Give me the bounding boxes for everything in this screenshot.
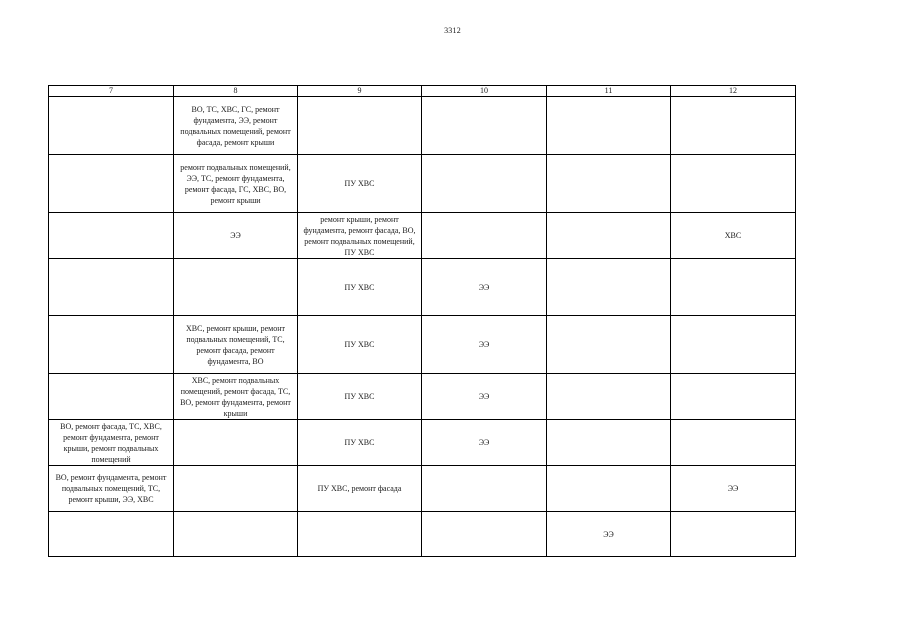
- table-cell: [49, 213, 174, 259]
- table-cell: [422, 97, 547, 155]
- table-cell: [49, 316, 174, 374]
- column-header: 10: [422, 86, 547, 97]
- table-cell: [671, 97, 796, 155]
- table-cell: [547, 316, 671, 374]
- table-cell: [298, 97, 422, 155]
- column-header: 9: [298, 86, 422, 97]
- repair-schedule-table: [48, 85, 796, 557]
- table-cell: ЭЭ: [547, 512, 671, 557]
- table-row: [49, 97, 796, 155]
- table-cell: ПУ ХВС: [298, 316, 422, 374]
- table-cell: [422, 466, 547, 512]
- table-row: [49, 466, 796, 512]
- table-cell: [547, 213, 671, 259]
- table-cell: [422, 512, 547, 557]
- table-cell: [671, 374, 796, 420]
- table-row: [49, 259, 796, 316]
- table-cell: [174, 466, 298, 512]
- table-cell: ремонт подвальных помещений, ЭЭ, ТС, ремонт фундамента, ремонт фасада, ГС, ХВС, ВО, ремонт крыши: [174, 155, 298, 213]
- table-cell: ЭЭ: [174, 213, 298, 259]
- table-cell: [547, 420, 671, 466]
- table-cell: ХВС, ремонт крыши, ремонт подвальных помещений, ТС, ремонт фасада, ремонт фундамента, ВО: [174, 316, 298, 374]
- table-cell: [49, 155, 174, 213]
- table-cell: [671, 512, 796, 557]
- table-cell: [174, 512, 298, 557]
- table-cell: [49, 97, 174, 155]
- table-cell: ЭЭ: [671, 466, 796, 512]
- column-header: 12: [671, 86, 796, 97]
- table-cell: [547, 466, 671, 512]
- table-cell: [174, 420, 298, 466]
- table-cell: ВО, ТС, ХВС, ГС, ремонт фундамента, ЭЭ, ремонт подвальных помещений, ремонт фасада, ремонт крыши: [174, 97, 298, 155]
- table-cell: [547, 374, 671, 420]
- table-cell: ХВС: [671, 213, 796, 259]
- table-cell: [671, 259, 796, 316]
- page-number: 3312: [444, 26, 461, 35]
- table-cell: [174, 259, 298, 316]
- table-cell: [671, 155, 796, 213]
- column-header: 11: [547, 86, 671, 97]
- table-cell: [49, 374, 174, 420]
- table-cell: ЭЭ: [422, 374, 547, 420]
- table-cell: [422, 155, 547, 213]
- table-cell: [49, 259, 174, 316]
- table-cell: ремонт крыши, ремонт фундамента, ремонт фасада, ВО, ремонт подвальных помещений, ПУ ХВС: [298, 213, 422, 259]
- table-cell: ВО, ремонт фасада, ТС, ХВС, ремонт фундамента, ремонт крыши, ремонт подвальных помещений: [49, 420, 174, 466]
- table-cell: [671, 316, 796, 374]
- table-cell: [547, 259, 671, 316]
- table-cell: [49, 512, 174, 557]
- header-row: [49, 86, 796, 97]
- table-cell: ПУ ХВС: [298, 259, 422, 316]
- table-cell: ПУ ХВС: [298, 155, 422, 213]
- table-cell: ХВС, ремонт подвальных помещений, ремонт фасада, ТС, ВО, ремонт фундамента, ремонт крыши: [174, 374, 298, 420]
- table-cell: [547, 97, 671, 155]
- table-row: [49, 512, 796, 557]
- table-row: [49, 213, 796, 259]
- table-row: [49, 155, 796, 213]
- table-row: [49, 420, 796, 466]
- table-cell: [422, 213, 547, 259]
- table-cell: ПУ ХВС: [298, 420, 422, 466]
- table-cell: [671, 420, 796, 466]
- table-cell: [547, 155, 671, 213]
- table-cell: ЭЭ: [422, 420, 547, 466]
- table-row: [49, 374, 796, 420]
- table-cell: ПУ ХВС: [298, 374, 422, 420]
- table-cell: ЭЭ: [422, 259, 547, 316]
- table-cell: ЭЭ: [422, 316, 547, 374]
- table-row: [49, 316, 796, 374]
- table-cell: ВО, ремонт фундамента, ремонт подвальных помещений, ТС, ремонт крыши, ЭЭ, ХВС: [49, 466, 174, 512]
- column-header: 8: [174, 86, 298, 97]
- table-cell: ПУ ХВС, ремонт фасада: [298, 466, 422, 512]
- table-cell: [298, 512, 422, 557]
- column-header: 7: [49, 86, 174, 97]
